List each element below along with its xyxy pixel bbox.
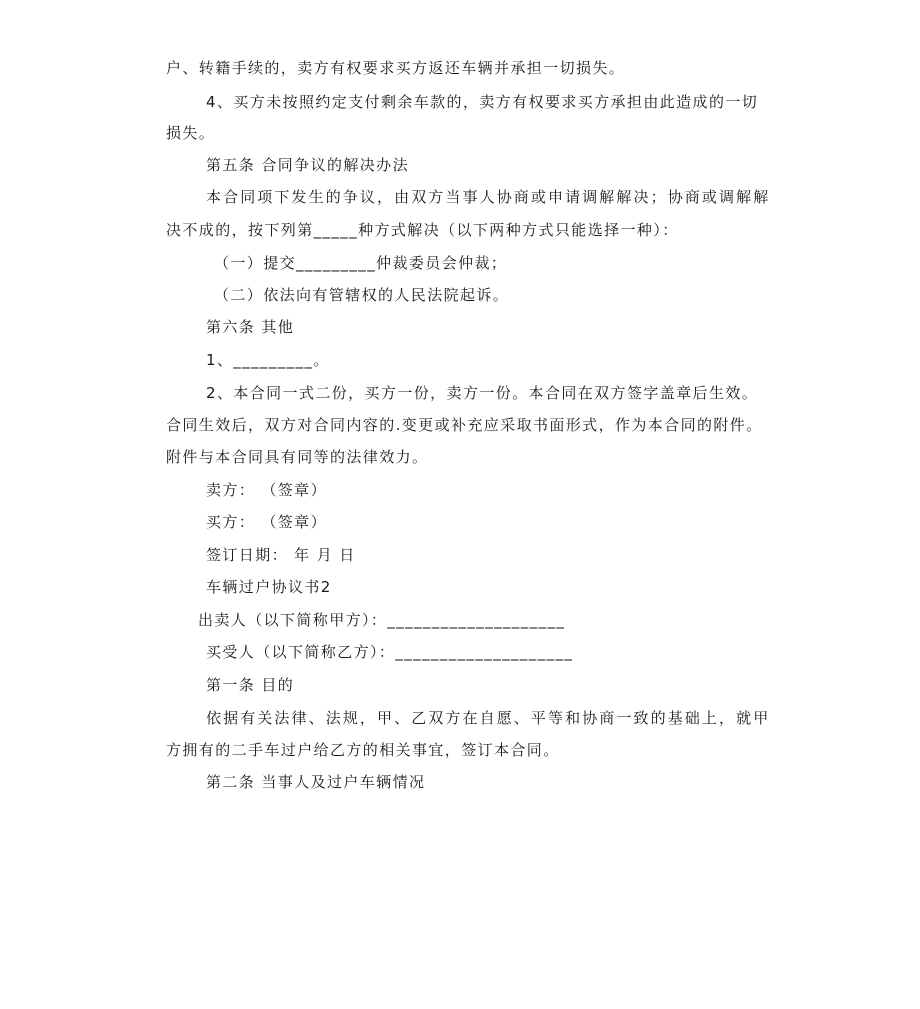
option-one: （一）提交_________仲裁委员会仲裁； <box>214 254 508 272</box>
section-heading-5: 第五条 合同争议的解决办法 <box>206 156 409 174</box>
paragraph-line-6: 决不成的，按下列第_____种方式解决（以下两种方式只能选择一种）： <box>166 221 679 239</box>
clause-1: 1、_________。 <box>206 351 330 369</box>
seller-party: 出卖人（以下简称甲方）：____________________ <box>198 611 566 629</box>
article-2-heading: 第二条 当事人及过户车辆情况 <box>206 773 426 791</box>
buyer-signature: 买方： （签章） <box>206 513 327 531</box>
document-title-2: 车辆过户协议书2 <box>206 578 332 596</box>
paragraph-line-21: 依据有关法律、法规，甲、乙双方在自愿、平等和协商一致的基础上，就甲 <box>206 709 771 727</box>
paragraph-line-2: 4、买方未按照约定支付剩余车款的，卖方有权要求买方承担由此造成的一切 <box>206 93 759 111</box>
paragraph-line-3: 损失。 <box>166 124 216 142</box>
option-two: （二）依法向有管辖权的人民法院起诉。 <box>214 286 510 304</box>
sign-date: 签订日期： 年 月 日 <box>206 546 356 564</box>
paragraph-line-5: 本合同项下发生的争议，由双方当事人协商或申请调解解决；协商或调解解 <box>206 188 771 206</box>
paragraph-line-12: 合同生效后，双方对合同内容的.变更或补充应采取书面形式，作为本合同的附件。 <box>166 416 763 434</box>
paragraph-line-1: 户、转籍手续的，卖方有权要求买方返还车辆并承担一切损失。 <box>166 59 626 77</box>
paragraph-line-22: 方拥有的二手车过户给乙方的相关事宜，签订本合同。 <box>166 741 560 759</box>
buyer-party: 买受人（以下简称乙方）：____________________ <box>206 643 574 661</box>
seller-signature: 卖方： （签章） <box>206 481 327 499</box>
section-heading-6: 第六条 其他 <box>206 318 295 336</box>
clause-2: 2、本合同一式二份，买方一份，卖方一份。本合同在双方签字盖章后生效。 <box>206 384 759 402</box>
article-1-heading: 第一条 目的 <box>206 676 295 694</box>
paragraph-line-13: 附件与本合同具有同等的法律效力。 <box>166 448 429 466</box>
